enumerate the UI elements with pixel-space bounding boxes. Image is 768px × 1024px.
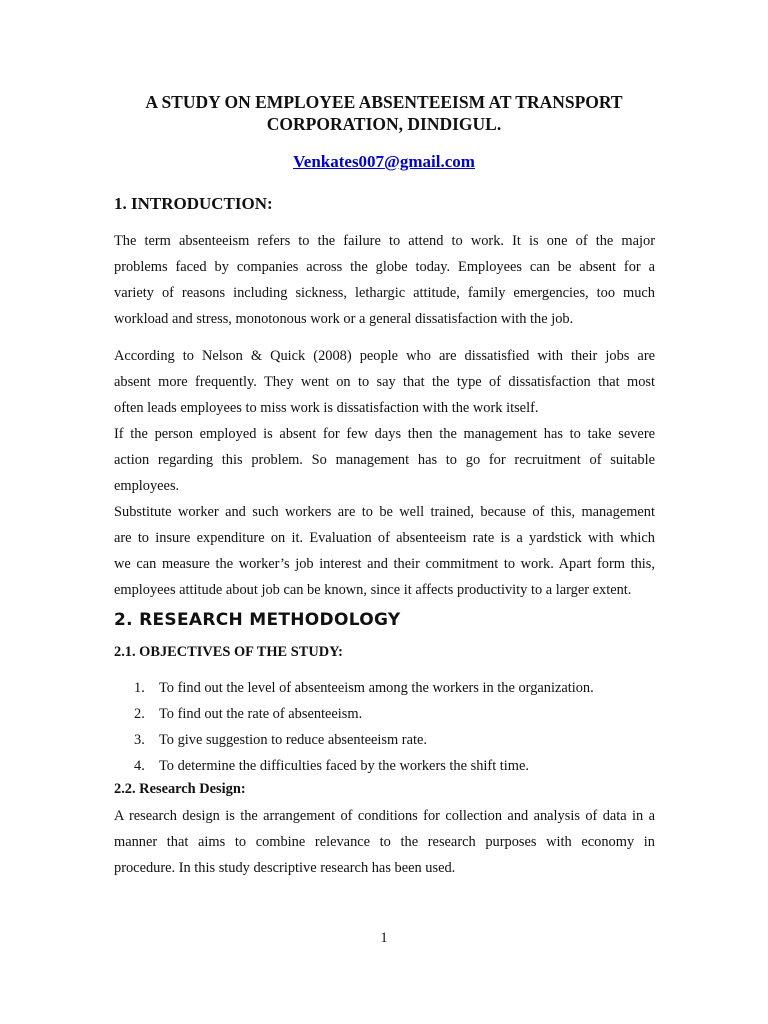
list-item: [114, 753, 655, 779]
paragraph-line: absent more frequently. They went on to say that the type of dissatisfaction that most: [114, 374, 655, 390]
paragraph-line: According to Nelson & Quick (2008) people who are dissatisfied with their jobs are: [114, 348, 655, 364]
paragraph-introduction: [114, 228, 655, 332]
title-line-2: CORPORATION, DINDIGUL.: [266, 114, 502, 134]
section-heading-research-methodology: 2. RESEARCH METHODOLOGY: [114, 610, 401, 630]
objectives-list: [114, 675, 655, 779]
paragraph-nelson-quick: [114, 343, 655, 603]
paragraph-line: If the person employed is absent for few days then the management has to take severe: [114, 426, 655, 442]
list-item-number: 2.: [134, 706, 145, 722]
paragraph-line: variety of reasons including sickness, lethargic attitude, family emergencies, too much: [114, 285, 655, 301]
paragraph-line: manner that aims to combine relevance to the research purposes with economy in: [114, 834, 655, 850]
paragraph-line: problems faced by companies across the globe today. Employees can be absent for a: [114, 259, 655, 275]
paragraph-line: procedure. In this study descriptive research has been used.: [114, 860, 456, 876]
subsection-heading-objectives: 2.1. OBJECTIVES OF THE STUDY:: [114, 644, 343, 660]
list-item-text: To determine the difficulties faced by the workers the shift time.: [159, 758, 529, 774]
paragraph-line: A research design is the arrangement of conditions for collection and analysis of data in a: [114, 808, 655, 824]
section-heading-introduction: 1. INTRODUCTION:: [114, 194, 273, 213]
list-item-number: 1.: [134, 680, 145, 696]
list-item: [114, 675, 655, 701]
list-item-text: To find out the level of absenteeism among the workers in the organization.: [159, 680, 594, 696]
paragraph-research-design: [114, 803, 655, 881]
list-item-number: 3.: [134, 732, 145, 748]
paragraph-line: The term absenteeism refers to the failure to attend to work. It is one of the major: [114, 233, 655, 249]
paragraph-line: action regarding this problem. So management has to go for recruitment of suitable: [114, 452, 655, 468]
list-item-text: To give suggestion to reduce absenteeism rate.: [159, 732, 427, 748]
paragraph-line: Substitute worker and such workers are to be well trained, because of this, management: [114, 504, 655, 520]
list-item-text: To find out the rate of absenteeism.: [159, 706, 363, 722]
author-email: [0, 151, 768, 173]
paragraph-line: employees attitude about job can be known, since it affects productivity to a larger extent.: [114, 582, 632, 598]
email-link[interactable]: Venkates007@gmail.com: [293, 152, 475, 171]
list-item: [114, 727, 655, 753]
paragraph-line: are to insure expenditure on it. Evaluation of absenteeism rate is a yardstick with which: [114, 530, 655, 546]
list-item-number: 4.: [134, 758, 145, 774]
title-line-1: A STUDY ON EMPLOYEE ABSENTEEISM AT TRANSPORT: [145, 92, 623, 112]
document-title: [100, 91, 668, 135]
subsection-heading-research-design: 2.2. Research Design:: [114, 781, 246, 797]
list-item: [114, 701, 655, 727]
paragraph-line: employees.: [114, 478, 180, 494]
paragraph-line: often leads employees to miss work is dissatisfaction with the work itself.: [114, 400, 539, 416]
paragraph-line: we can measure the worker’s job interest and their commitment to work. Apart form this,: [114, 556, 655, 572]
paragraph-line: workload and stress, monotonous work or a general dissatisfaction with the job.: [114, 311, 574, 327]
page-number: 1: [380, 930, 388, 946]
